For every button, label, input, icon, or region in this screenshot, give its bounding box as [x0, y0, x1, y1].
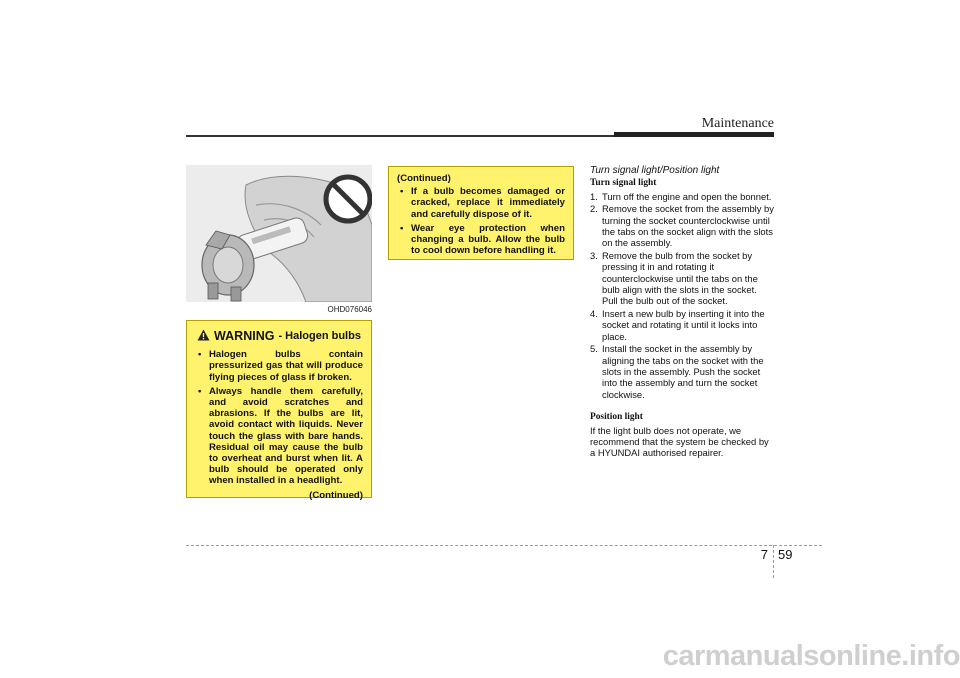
step-text: Turn off the engine and open the bonnet. [602, 190, 772, 202]
chapter-number: 7 [760, 547, 768, 562]
header-rule [186, 135, 616, 137]
instructions-column [590, 165, 774, 459]
list-item [590, 308, 774, 342]
warning-label: WARNING [214, 329, 275, 343]
page-number-divider [773, 545, 774, 578]
step-number: 4. [590, 307, 598, 319]
watermark: carmanualsonline.info [662, 640, 960, 672]
position-light-heading: Position light [590, 412, 643, 423]
list-item [590, 203, 774, 249]
section-title: Maintenance [701, 116, 774, 131]
list-item [590, 343, 774, 400]
turn-signal-heading: Turn signal light [590, 178, 657, 189]
step-text: Install the socket in the assembly by aligning the tabs on the socket with the slots in the assembly. Push the socket into the assembly and turn the socket clockwise. [602, 343, 764, 400]
header-rule-accent [614, 132, 774, 137]
warning-triangle-icon [197, 329, 210, 344]
step-text: Remove the bulb from the socket by pressing it in and rotating it counterclockwise until the tabs on the bulb align with the slots in the socket. Pull the bulb out of the socket. [602, 249, 758, 307]
prohibited-sign-icon [326, 177, 370, 221]
list-item [590, 250, 774, 307]
warning-continued-box [388, 166, 574, 260]
figure-code: OHD076046 [327, 305, 372, 314]
warning-item: • Halogen bulbs contain pressurized gas that will produce flying pieces of glass if broken. [195, 349, 363, 383]
continued-marker: (Continued) [309, 489, 363, 501]
warning-item: • Wear eye protection when changing a bulb. Allow the bulb to cool down before handling it. [397, 223, 565, 257]
warning-item: • Always handle them carefully, and avoid scratches and abrasions. If the bulbs are lit, avoid contact with liquids. Never touch the glass with bare hands. Residual oil may cause the bulb to overheat and burst when lit. A bulb should be operated only when installed in a headlight. [195, 386, 363, 487]
turn-signal-steps [590, 191, 774, 400]
bulb-illustration [186, 165, 372, 302]
step-number: 3. [590, 249, 598, 261]
step-text: Insert a new bulb by inserting it into the socket and rotating it until it locks into place. [602, 307, 765, 342]
warning-box [186, 320, 372, 501]
step-text: Remove the socket from the assembly by turning the socket counterclockwise until the tabs on the socket align with the slots on the assembly. [602, 203, 774, 249]
continued-heading: (Continued) [397, 173, 451, 184]
warning-subtitle: - Halogen bulbs [278, 330, 361, 342]
footer-rule [186, 545, 822, 546]
step-number: 1. [590, 190, 598, 202]
step-number: 2. [590, 203, 598, 215]
step-number: 5. [590, 343, 598, 355]
list-item [590, 191, 774, 202]
warning-title [195, 329, 363, 344]
position-light-text: If the light bulb does not operate, we recommend that the system be checked by a HYUNDAI authorised repairer. [590, 424, 769, 459]
instructions-title: Turn signal light/Position light [590, 165, 720, 176]
warning-list [195, 349, 363, 486]
warning-item: • If a bulb becomes damaged or cracked, replace it immediately and carefully dispose of it. [397, 186, 565, 220]
warning-continued-list [397, 186, 565, 256]
page-number: 59 [778, 547, 793, 562]
